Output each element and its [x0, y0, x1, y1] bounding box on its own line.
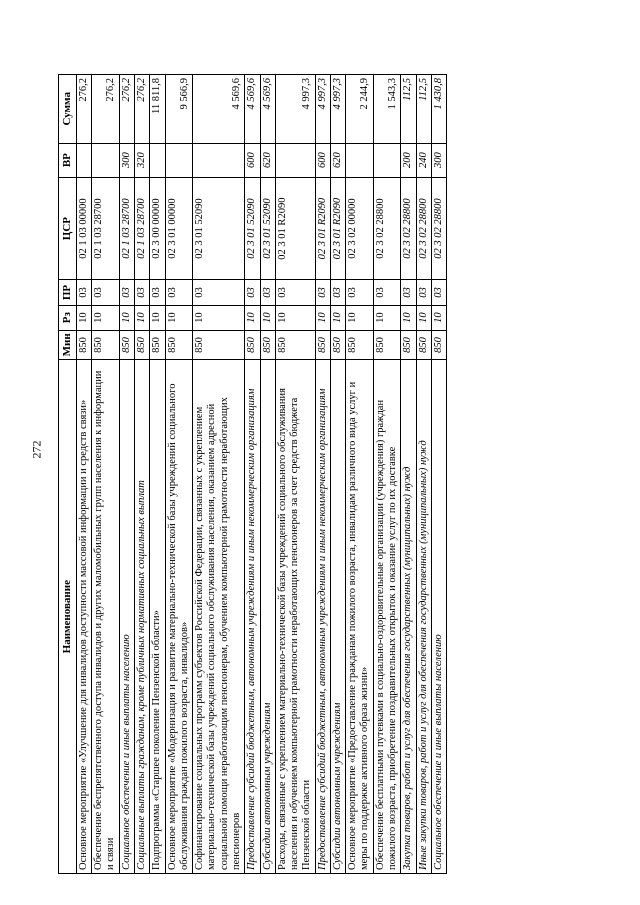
cell-rz: 10 — [346, 305, 374, 330]
cell-pr: 03 — [315, 280, 330, 305]
header-rz: Рз — [59, 305, 77, 330]
cell-sum: 4 569,6 — [260, 75, 275, 144]
cell-min: 850 — [165, 330, 193, 360]
cell-sum: 4 569,6 — [245, 75, 260, 144]
header-csr: ЦСР — [59, 177, 77, 280]
cell-min: 850 — [401, 330, 416, 360]
cell-sum: 112,5 — [416, 75, 431, 144]
table-row — [76, 75, 91, 874]
cell-sum: 276,2 — [134, 75, 149, 144]
cell-csr: 02 1 03 00000 — [76, 177, 91, 280]
budget-table — [58, 74, 447, 874]
table-row — [275, 75, 315, 874]
cell-csr: 02 3 02 28800 — [373, 177, 401, 280]
cell-pr: 03 — [119, 280, 134, 305]
cell-rz: 10 — [315, 305, 330, 330]
cell-rz: 10 — [165, 305, 193, 330]
cell-csr: 02 3 01 R2090 — [275, 177, 315, 280]
cell-pr: 03 — [193, 280, 245, 305]
cell-pr: 03 — [330, 280, 345, 305]
cell-pr: 03 — [401, 280, 416, 305]
cell-pr: 03 — [245, 280, 260, 305]
cell-vr: 620 — [260, 143, 275, 177]
cell-sum: 4 997,3 — [330, 75, 345, 144]
cell-name: Основное мероприятие «Улучшение для инвалидов доступности массовой информации и средств связи» — [76, 360, 91, 874]
cell-name: Расходы, связанные с укреплением материально-технической базы учреждений социального обслуживания населения и обучением компьютерной грамотности неработающих пенсионеров за счет средств бюджета Пензенской области — [275, 360, 315, 874]
cell-csr: 02 3 02 28800 — [431, 177, 446, 280]
cell-sum: 1 430,8 — [431, 75, 446, 144]
cell-sum: 11 811,8 — [150, 75, 165, 144]
cell-pr: 03 — [373, 280, 401, 305]
table-row — [193, 75, 245, 874]
cell-name: Основное мероприятие «Модернизация и развитие материально-технической базы учреждений социального обслуживания граждан пожилого возраста, инвалидов» — [165, 360, 193, 874]
cell-min: 850 — [315, 330, 330, 360]
cell-csr: 02 1 03 28700 — [134, 177, 149, 280]
cell-min: 850 — [275, 330, 315, 360]
cell-name: Предоставление субсидий бюджетным, автономным учреждениям и иным некоммерческим организациям — [315, 360, 330, 874]
cell-rz: 10 — [401, 305, 416, 330]
cell-rz: 10 — [260, 305, 275, 330]
cell-rz: 10 — [92, 305, 120, 330]
cell-vr: 600 — [315, 143, 330, 177]
cell-vr — [76, 143, 91, 177]
cell-csr: 02 3 01 52090 — [245, 177, 260, 280]
cell-vr: 300 — [119, 143, 134, 177]
table-header-row — [59, 75, 77, 874]
cell-min: 850 — [76, 330, 91, 360]
table-body — [76, 75, 446, 874]
table-row — [416, 75, 431, 874]
page-number: 272 — [29, 440, 44, 459]
cell-min: 850 — [260, 330, 275, 360]
cell-name: Подпрограмма «Старшее поколение Пензенской области» — [150, 360, 165, 874]
cell-rz: 10 — [431, 305, 446, 330]
cell-name: Закупка товаров, работ и услуг для обеспечения государственных (муниципальных) нужд — [401, 360, 416, 874]
cell-csr: 02 1 03 28700 — [92, 177, 120, 280]
table-row — [134, 75, 149, 874]
table-row — [92, 75, 120, 874]
cell-pr: 03 — [134, 280, 149, 305]
cell-pr: 03 — [76, 280, 91, 305]
cell-sum: 4 997,3 — [315, 75, 330, 144]
cell-name: Социальные выплаты гражданам, кроме публичных нормативных социальных выплат — [134, 360, 149, 874]
cell-csr: 02 3 01 00000 — [165, 177, 193, 280]
cell-name: Субсидии автономным учреждениям — [330, 360, 345, 874]
cell-vr — [150, 143, 165, 177]
cell-rz: 10 — [76, 305, 91, 330]
cell-min: 850 — [245, 330, 260, 360]
cell-vr — [193, 143, 245, 177]
cell-csr: 02 3 01 52090 — [260, 177, 275, 280]
cell-min: 850 — [416, 330, 431, 360]
table-row — [165, 75, 193, 874]
cell-rz: 10 — [275, 305, 315, 330]
table-row — [150, 75, 165, 874]
cell-min: 850 — [150, 330, 165, 360]
cell-min: 850 — [92, 330, 120, 360]
cell-name: Субсидии автономным учреждениям — [260, 360, 275, 874]
table-row — [330, 75, 345, 874]
cell-vr — [373, 143, 401, 177]
cell-min: 850 — [346, 330, 374, 360]
cell-vr: 240 — [416, 143, 431, 177]
header-vr: ВР — [59, 143, 77, 177]
cell-rz: 10 — [134, 305, 149, 330]
rotated-table-wrapper — [58, 74, 447, 874]
cell-vr — [92, 143, 120, 177]
cell-vr — [346, 143, 374, 177]
cell-sum: 2 244,9 — [346, 75, 374, 144]
cell-name: Иные закупки товаров, работ и услуг для обеспечения государственных (муниципальных) нужд — [416, 360, 431, 874]
cell-pr: 03 — [275, 280, 315, 305]
header-sum: Сумма — [59, 75, 77, 144]
cell-min: 850 — [119, 330, 134, 360]
cell-min: 850 — [373, 330, 401, 360]
cell-name: Основное мероприятие «Предоставление гражданам пожилого возраста, инвалидам различного вида услуг и меры по поддержке активного образа жизни» — [346, 360, 374, 874]
cell-name: Софинансирование социальных программ субъектов Российской Федерации, связанных с укреплением материально-технической базы учреждений социального обслуживания населения, оказанием адресной социальной помощи неработающим пенсионерам, обучением компьютерной грамотности неработающих пенсионеров — [193, 360, 245, 874]
cell-rz: 10 — [119, 305, 134, 330]
table-row — [346, 75, 374, 874]
cell-sum: 4 569,6 — [193, 75, 245, 144]
cell-vr — [165, 143, 193, 177]
cell-pr: 03 — [416, 280, 431, 305]
table-row — [401, 75, 416, 874]
cell-sum: 9 566,9 — [165, 75, 193, 144]
cell-pr: 03 — [346, 280, 374, 305]
table-row — [373, 75, 401, 874]
cell-csr: 02 3 02 00000 — [346, 177, 374, 280]
cell-rz: 10 — [416, 305, 431, 330]
cell-min: 850 — [330, 330, 345, 360]
cell-sum: 1 543,3 — [373, 75, 401, 144]
cell-vr: 300 — [431, 143, 446, 177]
table-row — [245, 75, 260, 874]
cell-name: Социальное обеспечение и иные выплаты населению — [431, 360, 446, 874]
cell-sum: 276,2 — [92, 75, 120, 144]
cell-csr: 02 1 03 28700 — [119, 177, 134, 280]
cell-name: Социальное обеспечение и иные выплаты населению — [119, 360, 134, 874]
cell-vr: 600 — [245, 143, 260, 177]
cell-pr: 03 — [92, 280, 120, 305]
cell-csr: 02 3 01 R2090 — [330, 177, 345, 280]
cell-sum: 112,5 — [401, 75, 416, 144]
cell-csr: 02 3 02 28800 — [416, 177, 431, 280]
cell-name: Предоставление субсидий бюджетным, автономным учреждениям и иным некоммерческим организациям — [245, 360, 260, 874]
table-row — [315, 75, 330, 874]
table-row — [119, 75, 134, 874]
table-row — [260, 75, 275, 874]
cell-pr: 03 — [165, 280, 193, 305]
cell-csr: 02 3 01 52090 — [193, 177, 245, 280]
cell-name: Обеспечение беспрепятственного доступа инвалидов и других маломобильных групп населения к информации и связи — [92, 360, 120, 874]
cell-min: 850 — [134, 330, 149, 360]
cell-rz: 10 — [193, 305, 245, 330]
cell-pr: 03 — [431, 280, 446, 305]
cell-rz: 10 — [245, 305, 260, 330]
cell-vr — [275, 143, 315, 177]
cell-vr: 620 — [330, 143, 345, 177]
cell-vr: 320 — [134, 143, 149, 177]
cell-sum: 4 997,3 — [275, 75, 315, 144]
cell-rz: 10 — [150, 305, 165, 330]
cell-pr: 03 — [260, 280, 275, 305]
cell-rz: 10 — [373, 305, 401, 330]
table-row — [431, 75, 446, 874]
cell-csr: 02 3 00 00000 — [150, 177, 165, 280]
header-name: Наименование — [59, 360, 77, 874]
cell-name: Обеспечение бесплатными путевками в социально-оздоровительные организации (учреждения) граждан пожилого возраста, приобретение поздравительных открыток и оказание услуг по их доставке — [373, 360, 401, 874]
cell-min: 850 — [193, 330, 245, 360]
cell-csr: 02 3 02 28800 — [401, 177, 416, 280]
cell-sum: 276,2 — [76, 75, 91, 144]
cell-sum: 276,2 — [119, 75, 134, 144]
cell-min: 850 — [431, 330, 446, 360]
header-pr: ПР — [59, 280, 77, 305]
cell-pr: 03 — [150, 280, 165, 305]
cell-vr: 200 — [401, 143, 416, 177]
header-min: Мин — [59, 330, 77, 360]
cell-csr: 02 3 01 R2090 — [315, 177, 330, 280]
cell-rz: 10 — [330, 305, 345, 330]
